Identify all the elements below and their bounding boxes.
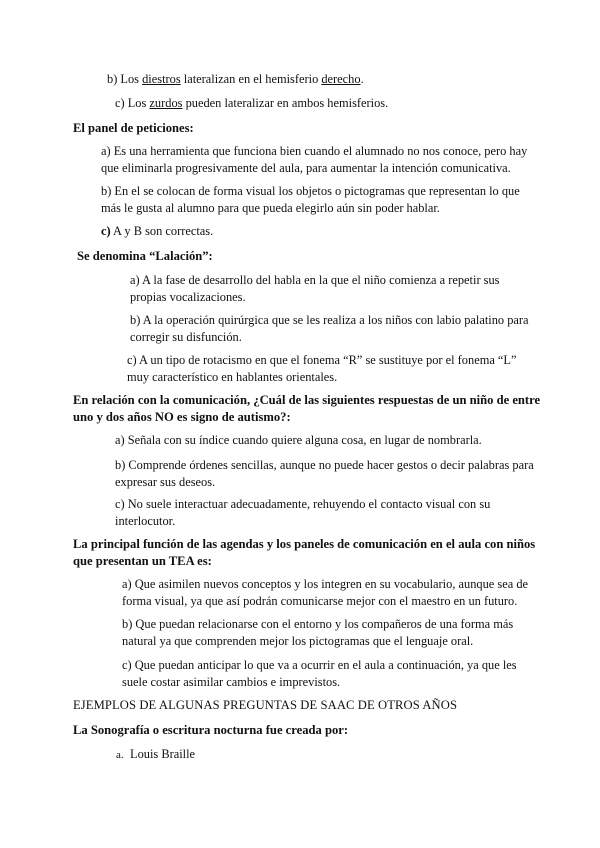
option-b-autismo: b) Comprende órdenes sencillas, aunque no puede hacer gestos o decir palabras para expresar sus deseos.	[115, 458, 534, 489]
question-agendas-title: La principal función de las agendas y los paneles de comunicación en el aula con niños que presentan un TEA es:	[73, 537, 536, 568]
underlined-word: diestros	[142, 72, 181, 86]
option-label: c)	[101, 224, 111, 238]
option-a-autismo: a) Señala con su índice cuando quiere alguna cosa, en lugar de nombrarla.	[115, 433, 482, 447]
text-fragment: lateralizan en el hemisferio	[180, 72, 322, 86]
underlined-word: derecho	[321, 72, 361, 86]
option-c-autismo: c) No suele interactuar adecuadamente, rehuyendo el contacto visual con su interlocutor.	[115, 497, 491, 528]
question-sonografia-title: La Sonografía o escritura nocturna fue creada por:	[73, 723, 349, 737]
option-c-panel	[101, 223, 531, 240]
option-text: A y B son correctas.	[110, 224, 214, 238]
text-fragment: c) Los	[115, 96, 150, 110]
option-a-sonografia	[116, 746, 416, 764]
option-c-lateralizacion	[115, 95, 575, 112]
text-fragment: .	[360, 72, 364, 86]
question-lalacion-title: Se denomina “Lalación”:	[77, 249, 213, 263]
option-a-agendas: a) Que asimilen nuevos conceptos y los integren en su vocabulario, aunque sea de forma visual, ya que así podrán comunicarse mejor con el maestro en un futuro.	[122, 577, 529, 608]
option-b-lalacion: b) A la operación quirúrgica que se les realiza a los niños con labio palatino para corregir su disfunción.	[130, 313, 529, 344]
section-heading: EJEMPLOS DE ALGUNAS PREGUNTAS DE SAAC DE OTROS AÑOS	[73, 698, 458, 712]
option-label: a.	[116, 749, 124, 761]
text-fragment: pueden lateralizar en ambos hemisferios.	[182, 96, 389, 110]
underlined-word: zurdos	[149, 96, 183, 110]
option-b-lateralizacion	[107, 71, 577, 88]
option-a-lalacion: a) A la fase de desarrollo del habla en la que el niño comienza a repetir sus propias vocalizaciones.	[130, 273, 500, 304]
text-fragment: b) Los	[107, 72, 143, 86]
question-panel-title: El panel de peticiones:	[73, 121, 194, 135]
option-b-agendas: b) Que puedan relacionarse con el entorno y los compañeros de una forma más natural ya que comprenden mejor los pictogramas que el lenguaje oral.	[122, 617, 514, 648]
question-autismo-title: En relación con la comunicación, ¿Cuál de las siguientes respuestas de un niño de entre uno y dos años NO es signo de autismo?:	[73, 393, 541, 424]
option-text: Louis Braille	[130, 747, 196, 761]
option-c-lalacion: c) A un tipo de rotacismo en que el fonema “R” se sustituye por el fonema “L” muy característico en hablantes orientales.	[127, 353, 517, 384]
option-a-panel: a) Es una herramienta que funciona bien cuando el alumnado no nos conoce, pero hay que eliminarla progresivamente del aula, para aumentar la intención comunicativa.	[101, 144, 528, 175]
option-b-panel: b) En el se colocan de forma visual los objetos o pictogramas que representan lo que más le gusta al alumno para que pueda elegirlo aún sin poder hablar.	[101, 184, 520, 215]
option-c-agendas: c) Que puedan anticipar lo que va a ocurrir en el aula a continuación, ya que les suele costar asimilar cambios e imprevistos.	[122, 658, 517, 689]
